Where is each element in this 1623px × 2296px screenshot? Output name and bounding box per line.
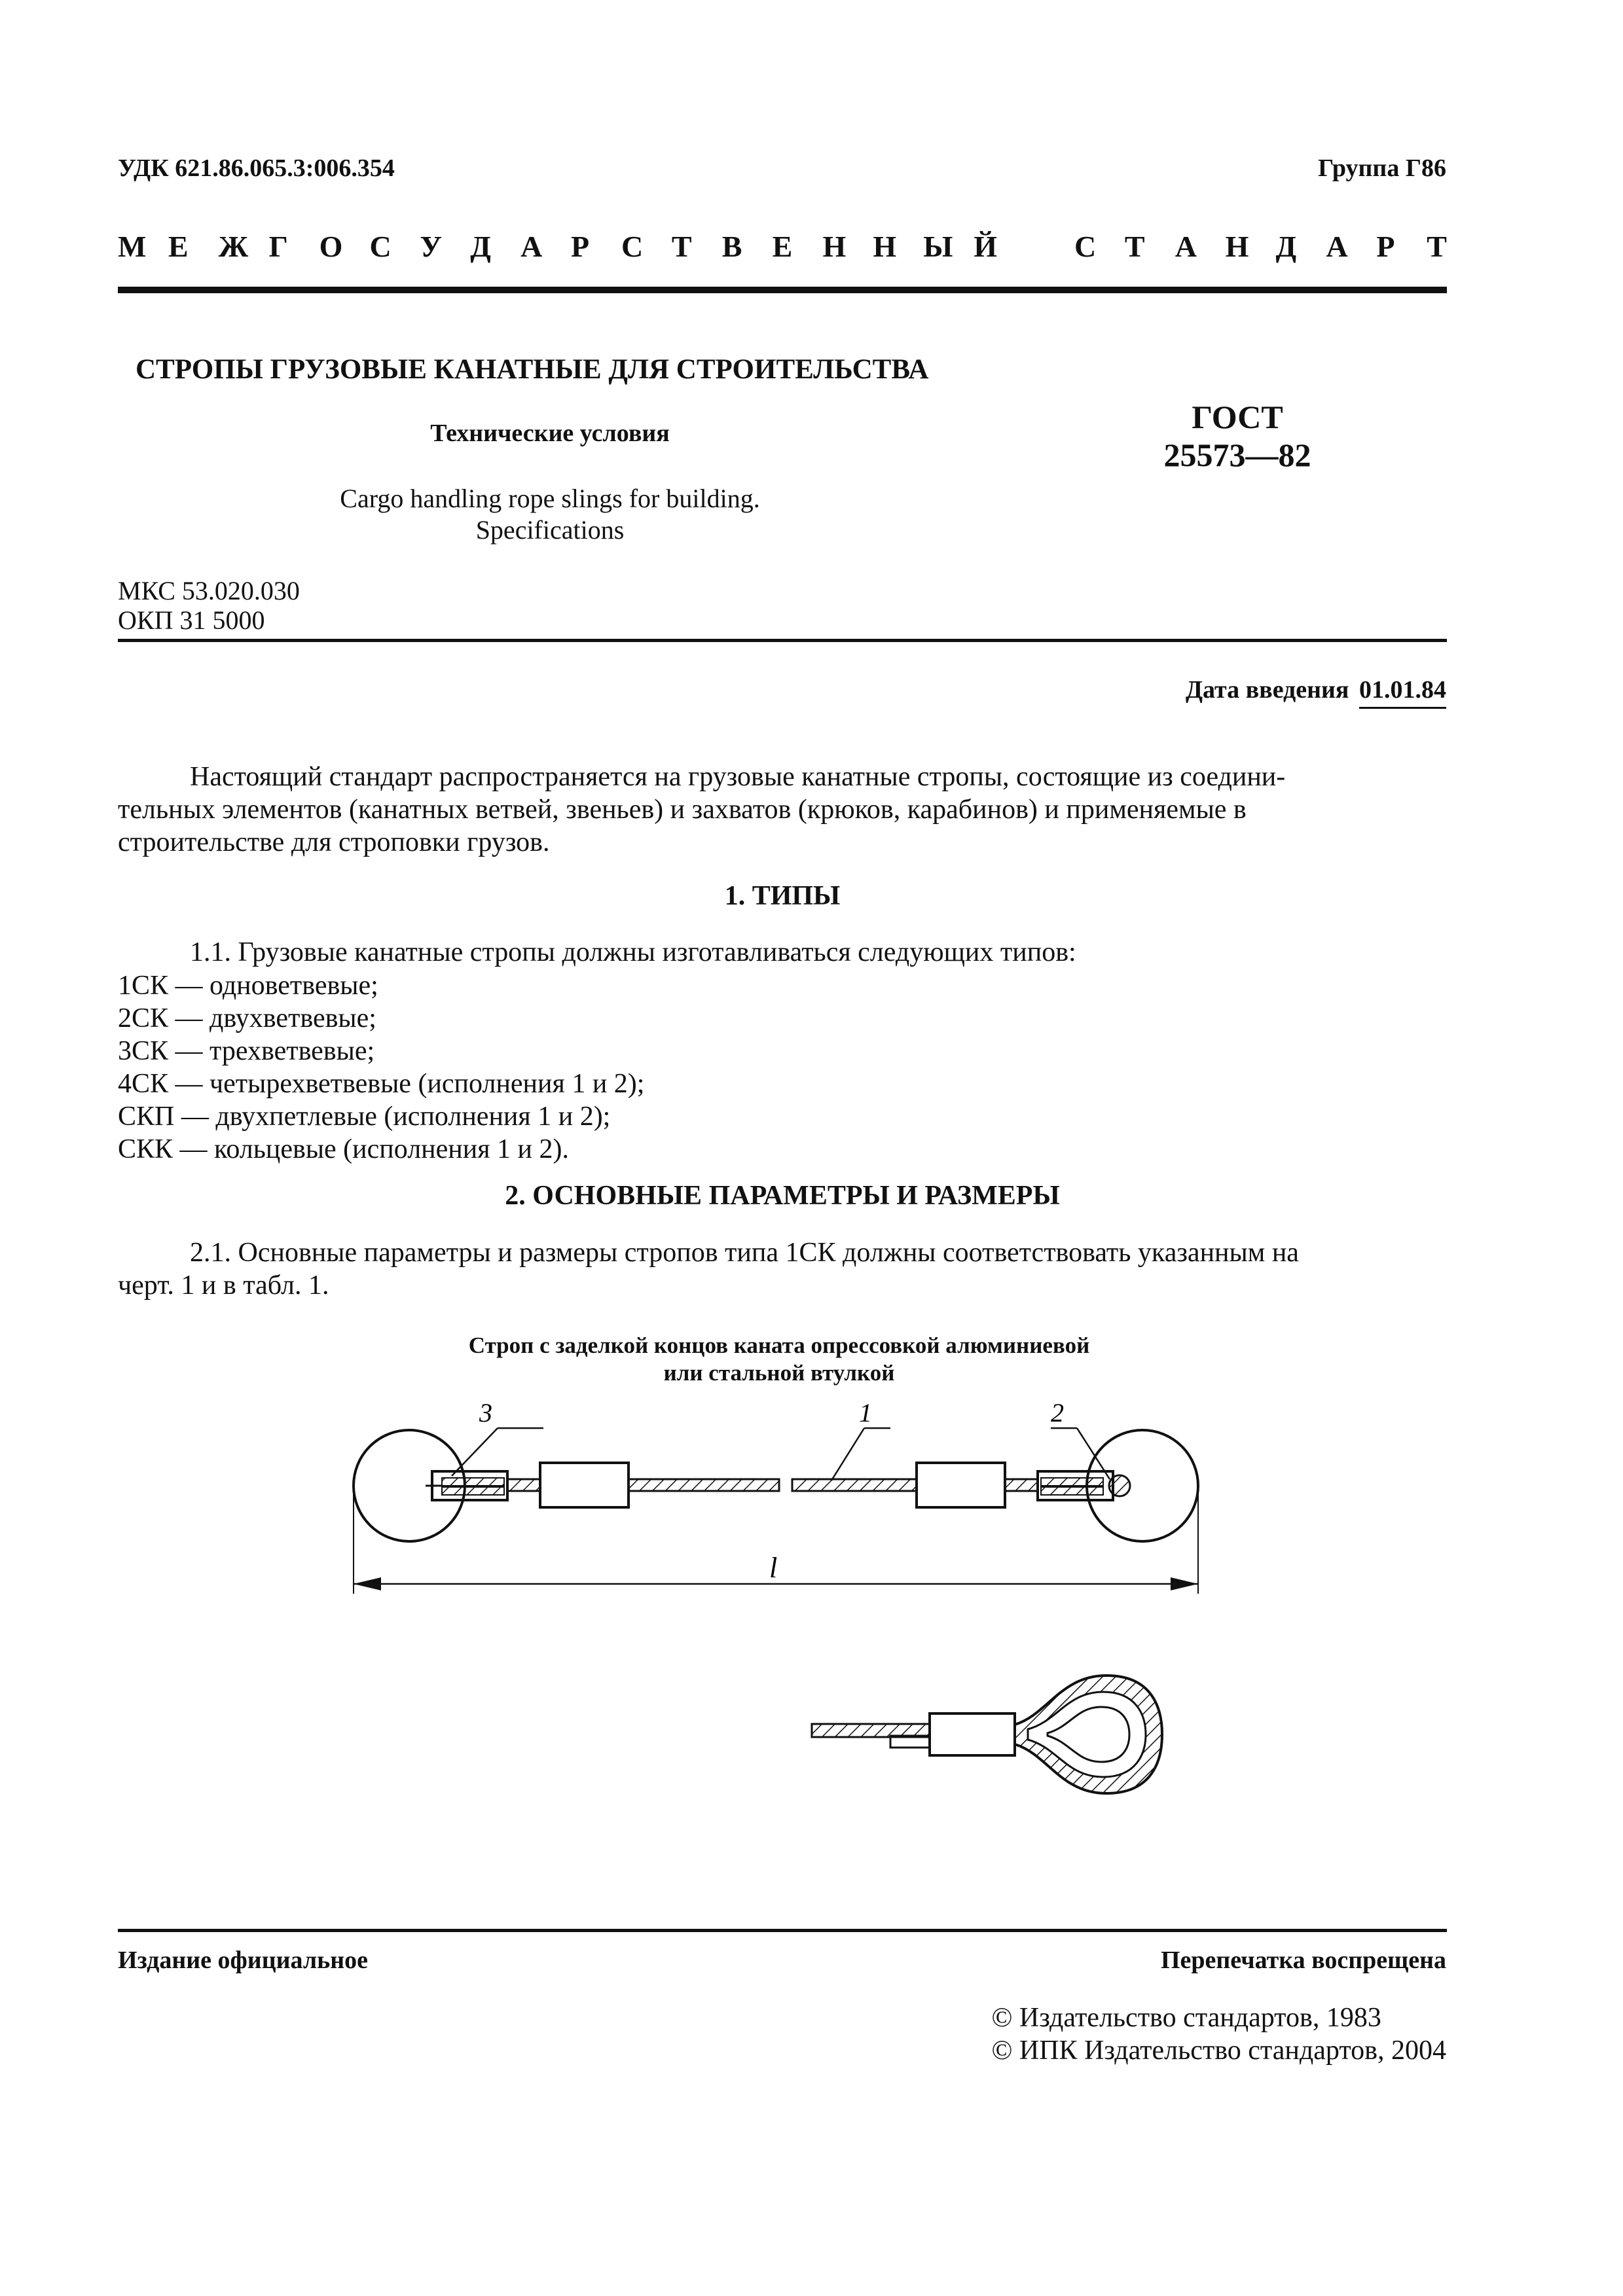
standard-kind-letter: С: [369, 230, 392, 263]
standard-kind-letter: А: [1326, 230, 1348, 263]
gost-number: 25573—82: [1163, 437, 1311, 473]
standard-kind-letter: Т: [1124, 230, 1145, 263]
document-subtitle: Технические условия: [430, 420, 670, 447]
standard-kind-letter: Е: [168, 230, 189, 263]
header-thick-rule: [118, 287, 1447, 293]
left-thimble-end: [426, 1471, 507, 1500]
mks-code: МКС 53.020.030: [118, 576, 300, 605]
udc-code: УДК 621.86.065.3:006.354: [118, 154, 395, 182]
standard-kind-letter: Т: [671, 230, 692, 263]
length-dimension-label: l: [769, 1552, 778, 1584]
group-code: Группа Г86: [1318, 154, 1446, 182]
english-title: [262, 483, 838, 546]
standard-kind-letter: Р: [1376, 230, 1395, 263]
callout-leader-1: [831, 1428, 890, 1480]
standard-kind-letter: А: [1175, 230, 1197, 263]
right-thimble-end: [1005, 1471, 1130, 1500]
section1-lead: 1.1. Грузовые канатные стропы должны изготавливаться следующих типов:: [190, 937, 1076, 967]
standard-kind-letter: Й: [974, 230, 997, 263]
standard-kind-letter: С: [621, 230, 644, 263]
standard-kind-letter: Ы: [923, 230, 953, 263]
gost-label: ГОСТ: [1192, 399, 1283, 435]
standard-kind-letter: М: [118, 230, 147, 263]
section2-paragraph-line1: 2.1. Основные параметры и размеры стропов типа 1СК должны соответствовать указанным на: [190, 1238, 1299, 1268]
rope-right-segment: [792, 1479, 917, 1491]
figure-caption-line1: Строп с заделкой концов каната опрессовкой алюминиевой: [468, 1333, 1090, 1358]
classification-codes: [118, 576, 300, 635]
detail-ferrule: [930, 1713, 1015, 1755]
section2-heading: 2. ОСНОВНЫЕ ПАРАМЕТРЫ И РАЗМЕРЫ: [505, 1181, 1060, 1211]
callout-3-label: 3: [479, 1398, 492, 1427]
standard-kind-letter: С: [1074, 230, 1097, 263]
gost-designation: [1113, 398, 1362, 474]
detail-thimble: [1015, 1676, 1162, 1793]
left-ferrule: [540, 1463, 629, 1507]
right-ferrule: [917, 1463, 1005, 1507]
copyright-block: [991, 2001, 1446, 2067]
standard-kind-letter: Г: [268, 230, 288, 263]
sling-drawing: [327, 1388, 1244, 1623]
introduction-date-value: 01.01.84: [1359, 675, 1446, 709]
standard-kind-letter: Ж: [218, 230, 249, 263]
figure-caption: [262, 1332, 1296, 1387]
standard-kind-letter: В: [721, 230, 742, 263]
type-item-1sk: 1СК — одноветвевые;: [118, 971, 378, 1001]
figure-caption-line2: или стальной втулкой: [663, 1360, 895, 1386]
type-item-4sk: 4СК — четырехветвевые (исполнения 1 и 2);: [118, 1069, 645, 1099]
intro-paragraph-line2: тельных элементов (канатных ветвей, звеньев) и захватов (крюков, карабинов) и применяемые в: [118, 795, 1247, 825]
reprint-prohibited-note: Перепечатка воспрещена: [1160, 1946, 1446, 1974]
callout-2-label: 2: [1051, 1398, 1064, 1427]
type-item-skk: СКК — кольцевые (исполнения 1 и 2).: [118, 1134, 570, 1164]
eye-thimble-drawing: [799, 1656, 1178, 1813]
section2-paragraph-line2: черт. 1 и в табл. 1.: [118, 1270, 329, 1300]
detail-rope: [812, 1724, 930, 1748]
type-item-3sk: 3СК — трехветвевые;: [118, 1036, 375, 1066]
intro-paragraph-line1: Настоящий стандарт распространяется на грузовые канатные стропы, состоящие из соедини-: [190, 762, 1286, 792]
callout-leader-3: [452, 1428, 543, 1476]
standard-kind-heading: [118, 229, 1447, 268]
copyright-line1: © Издательство стандартов, 1983: [991, 2003, 1381, 2033]
standard-kind-letter: Е: [772, 230, 793, 263]
standard-kind-letter: Д: [470, 230, 491, 263]
document-title: СТРОПЫ ГРУЗОВЫЕ КАНАТНЫЕ ДЛЯ СТРОИТЕЛЬСТВА: [136, 354, 929, 385]
introduction-date: [1186, 675, 1446, 709]
intro-paragraph-line3: строительстве для строповки грузов.: [118, 827, 550, 857]
title-block-rule: [118, 639, 1447, 642]
standard-kind-letter: У: [420, 230, 443, 263]
english-title-line2: Specifications: [475, 515, 625, 545]
callout-1-label: 1: [859, 1398, 872, 1427]
copyright-line2: © ИПК Издательство стандартов, 2004: [991, 2036, 1446, 2066]
official-edition-note: Издание официальное: [118, 1946, 369, 1974]
introduction-date-label: Дата введения: [1185, 676, 1349, 704]
standard-kind-letter: Н: [1225, 230, 1249, 263]
standard-kind-letter: О: [319, 230, 343, 263]
standard-kind-letter: Н: [822, 230, 847, 263]
standard-kind-letter: Д: [1275, 230, 1297, 263]
standard-kind-letter: Т: [1427, 230, 1447, 263]
english-title-line1: Cargo handling rope slings for building.: [340, 484, 760, 513]
footer-rule: [118, 1929, 1447, 1932]
standard-kind-letter: Н: [873, 230, 897, 263]
standard-kind-letter: А: [520, 230, 543, 263]
type-item-skp: СКП — двухпетлевые (исполнения 1 и 2);: [118, 1102, 611, 1132]
section1-heading: 1. ТИПЫ: [724, 881, 841, 911]
okp-code: ОКП 31 5000: [118, 605, 265, 635]
standard-kind-letter: Р: [571, 230, 590, 263]
type-item-2sk: 2СК — двухветвевые;: [118, 1003, 376, 1033]
